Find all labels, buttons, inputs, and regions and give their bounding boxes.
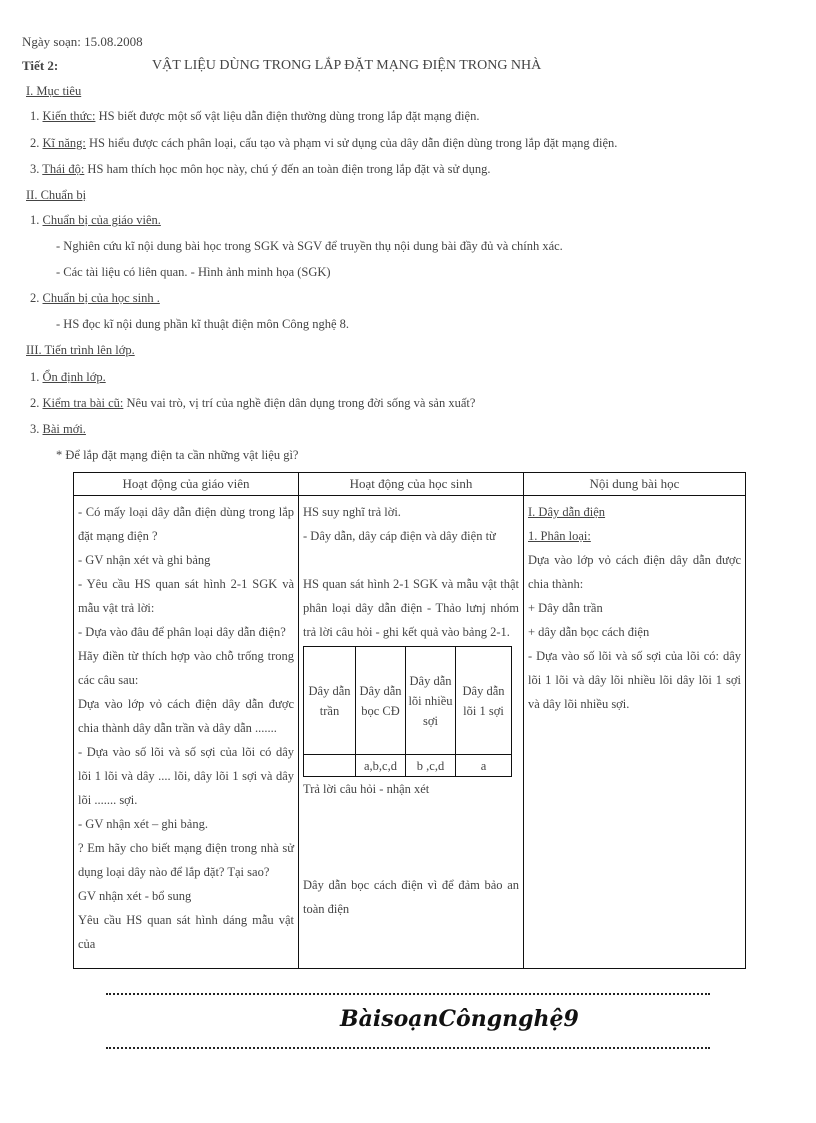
prep-student: 2. Chuẩn bị của học sinh . [30, 291, 160, 305]
spacer [303, 548, 519, 572]
date-line: Ngày soạn: 15.08.2008 [22, 34, 143, 49]
inner-header-insulated: Dây dẫn bọc CĐ [356, 647, 406, 755]
inner-value [304, 755, 356, 777]
teacher-line: Yêu cầu HS quan sát hình dáng mẫu vật của [78, 913, 294, 951]
teacher-line: - Dựa vào số lõi và số sợi của lõi có dây lõi 1 lõi và dây .... lõi, dây lõi 1 sợi và dây lõi ....... sợi. [78, 745, 294, 807]
teacher-column [74, 496, 299, 969]
teacher-line: Hãy điền từ thích hợp vào chỗ trống trong các câu sau: [78, 649, 294, 687]
header-content: Nội dung bài học [524, 473, 746, 496]
spacer [303, 801, 519, 873]
student-line: HS suy nghĩ trả lời. [303, 505, 401, 519]
inner-header-bare: Dây dẫn trần [304, 647, 356, 755]
inner-header-multi-strand: Dây dẫn lõi nhiều sợi [406, 647, 456, 755]
objective-attitude-label: Thái độ: [42, 162, 85, 176]
inner-header-single-strand: Dây dẫn lõi 1 sợi [456, 647, 512, 755]
teacher-line: Dựa vào lớp vỏ cách điện dây dẫn được chia thành dây dẫn trần và dây dẫn ....... [78, 697, 294, 735]
prep-teacher-item-1: - Nghiên cứu kĩ nội dung bài học trong SGK và SGV để truyền thụ nội dung bài đầy đủ và chính xác. [56, 239, 563, 253]
prep-student-label: Chuẩn bị của học sinh . [42, 291, 160, 305]
teacher-line: - Yêu cầu HS quan sát hình 2-1 SGK và mẫu vật trả lời: [78, 577, 294, 615]
objective-knowledge: 1. Kiến thức: HS biết được một số vật liệu dẫn điện thường dùng trong lắp đặt mạng điện. [30, 109, 480, 123]
inner-value: b ,c,d [406, 755, 456, 777]
prep-teacher: 1. Chuẩn bị của giáo viên. [30, 213, 161, 227]
procedure-step-2: 2. Kiểm tra bài cũ: Nêu vai trò, vị trí của nghề điện dân dụng trong đời sống và sản xuất? [30, 396, 476, 410]
header-teacher: Hoạt động của giáo viên [74, 473, 299, 496]
teacher-line: - GV nhận xét và ghi bảng [78, 553, 211, 567]
student-column [299, 496, 524, 969]
objective-knowledge-label: Kiến thức: [42, 109, 96, 123]
lesson-table [73, 472, 746, 969]
student-line: - Dây dẫn, dây cáp điện và dây điện từ [303, 529, 496, 543]
student-line: HS quan sát hình 2-1 SGK và mẫu vật thật phân loại dây dẫn điện - Thảo lưnj nhóm trả lời câu hỏi - ghi kết quả vào bảng 2-1. [303, 577, 519, 639]
prep-student-item-1: - HS đọc kĩ nội dung phần kĩ thuật điện môn Công nghệ 8. [56, 317, 350, 331]
content-line: Dựa vào lớp vỏ cách điện dây dẫn được chia thành: [528, 553, 741, 591]
objective-attitude: 3. Thái độ: HS ham thích học môn học này, chú ý đến an toàn điện trong lắp đặt và sử dụng. [30, 162, 491, 176]
content-line: + dây dẫn bọc cách điện [528, 625, 650, 639]
student-line: Dây dẫn bọc cách điện vì để đảm bảo an toàn điện [303, 878, 519, 916]
content-heading: I. Dây dẫn điện [528, 505, 606, 519]
section-procedure: III. Tiến trình lên lớp. [26, 343, 135, 357]
procedure-step-2-label: Kiểm tra bài cũ: [42, 396, 124, 410]
section-preparation: II. Chuẩn bị [26, 188, 87, 202]
inner-value: a,b,c,d [356, 755, 406, 777]
objective-attitude-text: HS ham thích học môn học này, chú ý đến an toàn điện trong lắp đặt và sử dụng. [84, 162, 491, 176]
teacher-line: - GV nhận xét – ghi bảng. [78, 817, 208, 831]
objective-knowledge-text: HS biết được một số vật liệu dẫn điện thường dùng trong lắp đặt mạng điện. [95, 109, 480, 123]
footer-divider-top [106, 993, 710, 995]
prep-teacher-item-2: - Các tài liệu có liên quan. - Hình ảnh minh họa (SGK) [56, 265, 331, 279]
student-line: Trả lời câu hỏi - nhận xét [303, 782, 430, 796]
content-column [524, 496, 746, 969]
teacher-line: ? Em hãy cho biết mạng điện trong nhà sử dụng loại dây nào để lắp đặt? Tại sao? [78, 841, 294, 879]
procedure-step-2-text: Nêu vai trò, vị trí của nghề điện dân dụng trong đời sống và sản xuất? [123, 396, 476, 410]
procedure-step-1: 1. Ổn định lớp. [30, 370, 106, 384]
intro-question: * Để lắp đặt mạng điện ta cần những vật liệu gì? [56, 448, 299, 462]
classification-table [303, 646, 512, 777]
procedure-step-1-label: Ổn định lớp. [42, 370, 106, 384]
footer-signature: BàisoạnCôngnghệ9 [340, 1006, 579, 1032]
section-objectives: I. Mục tiêu [26, 84, 82, 98]
header-student: Hoạt động của học sinh [299, 473, 524, 496]
page-title: VẬT LIỆU DÙNG TRONG LẮP ĐẶT MẠNG ĐIỆN TRONG NHÀ [152, 58, 542, 73]
footer-divider-bottom [106, 1047, 710, 1049]
prep-teacher-label: Chuẩn bị của giáo viên. [42, 213, 161, 227]
objective-skills-text: HS hiểu được cách phân loại, cấu tạo và phạm vi sử dụng của dây dẫn điện dùng trong lắp đặt mạng điện. [85, 136, 618, 150]
teacher-line: - Có mấy loại dây dẫn điện dùng trong lắp đặt mạng điện ? [78, 505, 294, 543]
procedure-step-3-label: Bài mới. [42, 422, 86, 436]
inner-value: a [456, 755, 512, 777]
objective-skills: 2. Kĩ năng: HS hiểu được cách phân loại, cấu tạo và phạm vi sử dụng của dây dẫn điện dùng trong lắp đặt mạng điện. [30, 136, 618, 150]
content-subheading: 1. Phân loại: [528, 529, 591, 543]
lesson-number: Tiết 2: [22, 58, 59, 73]
content-line: + Dây dẫn trần [528, 601, 603, 615]
objective-skills-label: Kĩ năng: [42, 136, 86, 150]
teacher-line: - Dựa vào đâu để phân loại dây dẫn điện? [78, 625, 286, 639]
teacher-line: GV nhận xét - bổ sung [78, 889, 192, 903]
procedure-step-3: 3. Bài mới. [30, 422, 86, 436]
content-line: - Dựa vào số lõi và số sợi của lõi có: dây lõi 1 lõi và dây lõi nhiều lõi dây lõi 1 sợi và dây lõi nhiều sợi. [528, 649, 741, 711]
